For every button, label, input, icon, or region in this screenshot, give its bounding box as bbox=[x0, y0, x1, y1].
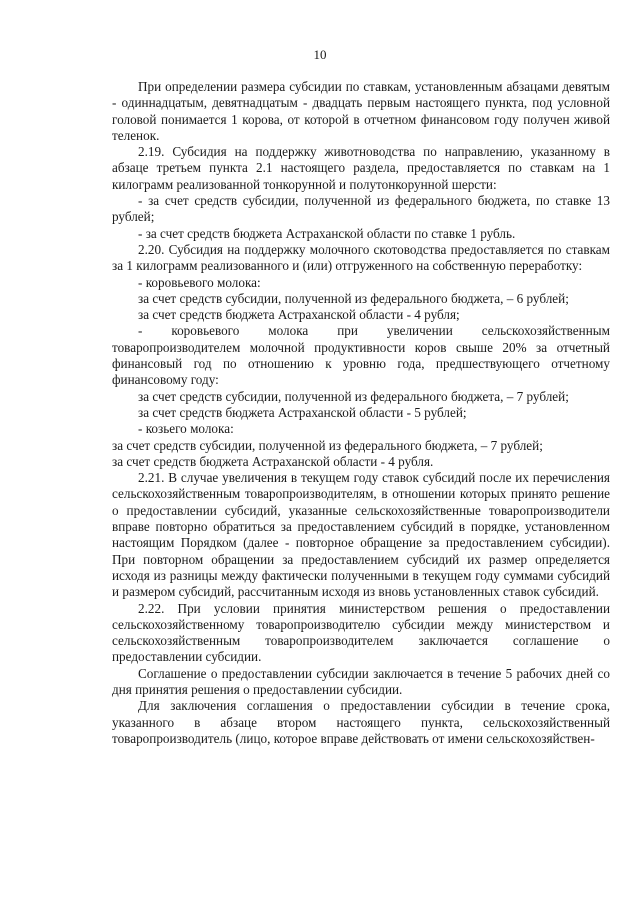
paragraph-agreement-conclusion: Для заключения соглашения о предоставлении субсидии в течение срока, указанного в абзаце втором настоящего пункта, сельскохозяйственный товаропроизводитель (лицо, которое вправе действовать от имени сельскохозяйствен- bbox=[112, 698, 610, 746]
page-number: 10 bbox=[313, 47, 327, 62]
paragraph-cow-milk: - коровьевого молока: bbox=[138, 274, 261, 290]
paragraph-productivity-regional: за счет средств бюджета Астраханской области - 5 рублей; bbox=[138, 404, 467, 420]
paragraph-goat-milk-regional: за счет средств бюджета Астраханской области - 4 рубля. bbox=[112, 453, 434, 469]
paragraph-cow-milk-regional: за счет средств бюджета Астраханской области - 4 рубля; bbox=[138, 307, 460, 323]
paragraph-wool-regional-rate: - за счет средств бюджета Астраханской области по ставке 1 рубль. bbox=[138, 225, 516, 241]
paragraph-goat-milk-federal: за счет средств субсидии, полученной из федерального бюджета, – 7 рублей; bbox=[112, 437, 543, 453]
paragraph-productivity-federal: за счет средств субсидии, полученной из федерального бюджета, – 7 рублей; bbox=[138, 388, 569, 404]
paragraph-2-21: 2.21. В случае увеличения в текущем году ставок субсидий после их перечисления сельскохозяйственным товаропроизводителям, в отношении которых принято решение о предоставлении субсидий, указанные сельскохозяйственные товаропроизводители вправе повторно обратиться за предоставлением субсидий в порядке, установленном настоящим Порядком (далее - повторное обращение за предоставлением субсидии). При повторном обращении за предоставлением субсидий их размер определяется исходя из разницы между фактически полученными в текущем году суммами субсидий и размером субсидий, рассчитанным исходя из вновь установленных ставок субсидий. bbox=[112, 470, 610, 600]
paragraph-2-20: 2.20. Субсидия на поддержку молочного скотоводства предоставляется по ставкам за 1 килограмм реализованного и (или) отгруженного на собственную переработку: bbox=[112, 241, 610, 274]
paragraph-wool-federal-rate: - за счет средств субсидии, полученной из федерального бюджета, по ставке 13 рублей; bbox=[112, 193, 610, 225]
paragraph-goat-milk: - козьего молока: bbox=[138, 421, 234, 437]
paragraph-2-22: 2.22. При условии принятия министерством решения о предоставлении сельскохозяйственному товаропроизводителю субсидии между министерством и сельскохозяйственным товаропроизводителем заключается соглашение о предоставлении субсидии. bbox=[112, 600, 610, 665]
paragraph-cow-milk-productivity: - коровьевого молока при увеличении сельскохозяйственным товаропроизводителем молочной продуктивности коров свыше 20% за отчетный финансовый год по отношению к уровню года, предшествующего отчетному финансовому году: bbox=[112, 323, 610, 388]
paragraph-cow-milk-federal: за счет средств субсидии, полученной из федерального бюджета, – 6 рублей; bbox=[138, 290, 569, 306]
paragraph-head-definition: При определении размера субсидии по ставкам, установленным абзацами девятым - одиннадцатым, девятнадцатым - двадцать первым настоящего пункта, под условной головой понимается 1 корова, от которой в отчетном финансовом году получен живой теленок. bbox=[112, 79, 610, 143]
paragraph-agreement-term: Соглашение о предоставлении субсидии заключается в течение 5 рабочих дней со дня принятия решения о предоставлении субсидии. bbox=[112, 665, 610, 697]
paragraph-2-19: 2.19. Субсидия на поддержку животноводства по направлению, указанному в абзаце третьем пункта 2.1 настоящего раздела, предоставляется по ставкам на 1 килограмм реализованной тонкорунной и полутонкорунной шерсти: bbox=[112, 144, 610, 192]
document-body bbox=[112, 79, 610, 747]
